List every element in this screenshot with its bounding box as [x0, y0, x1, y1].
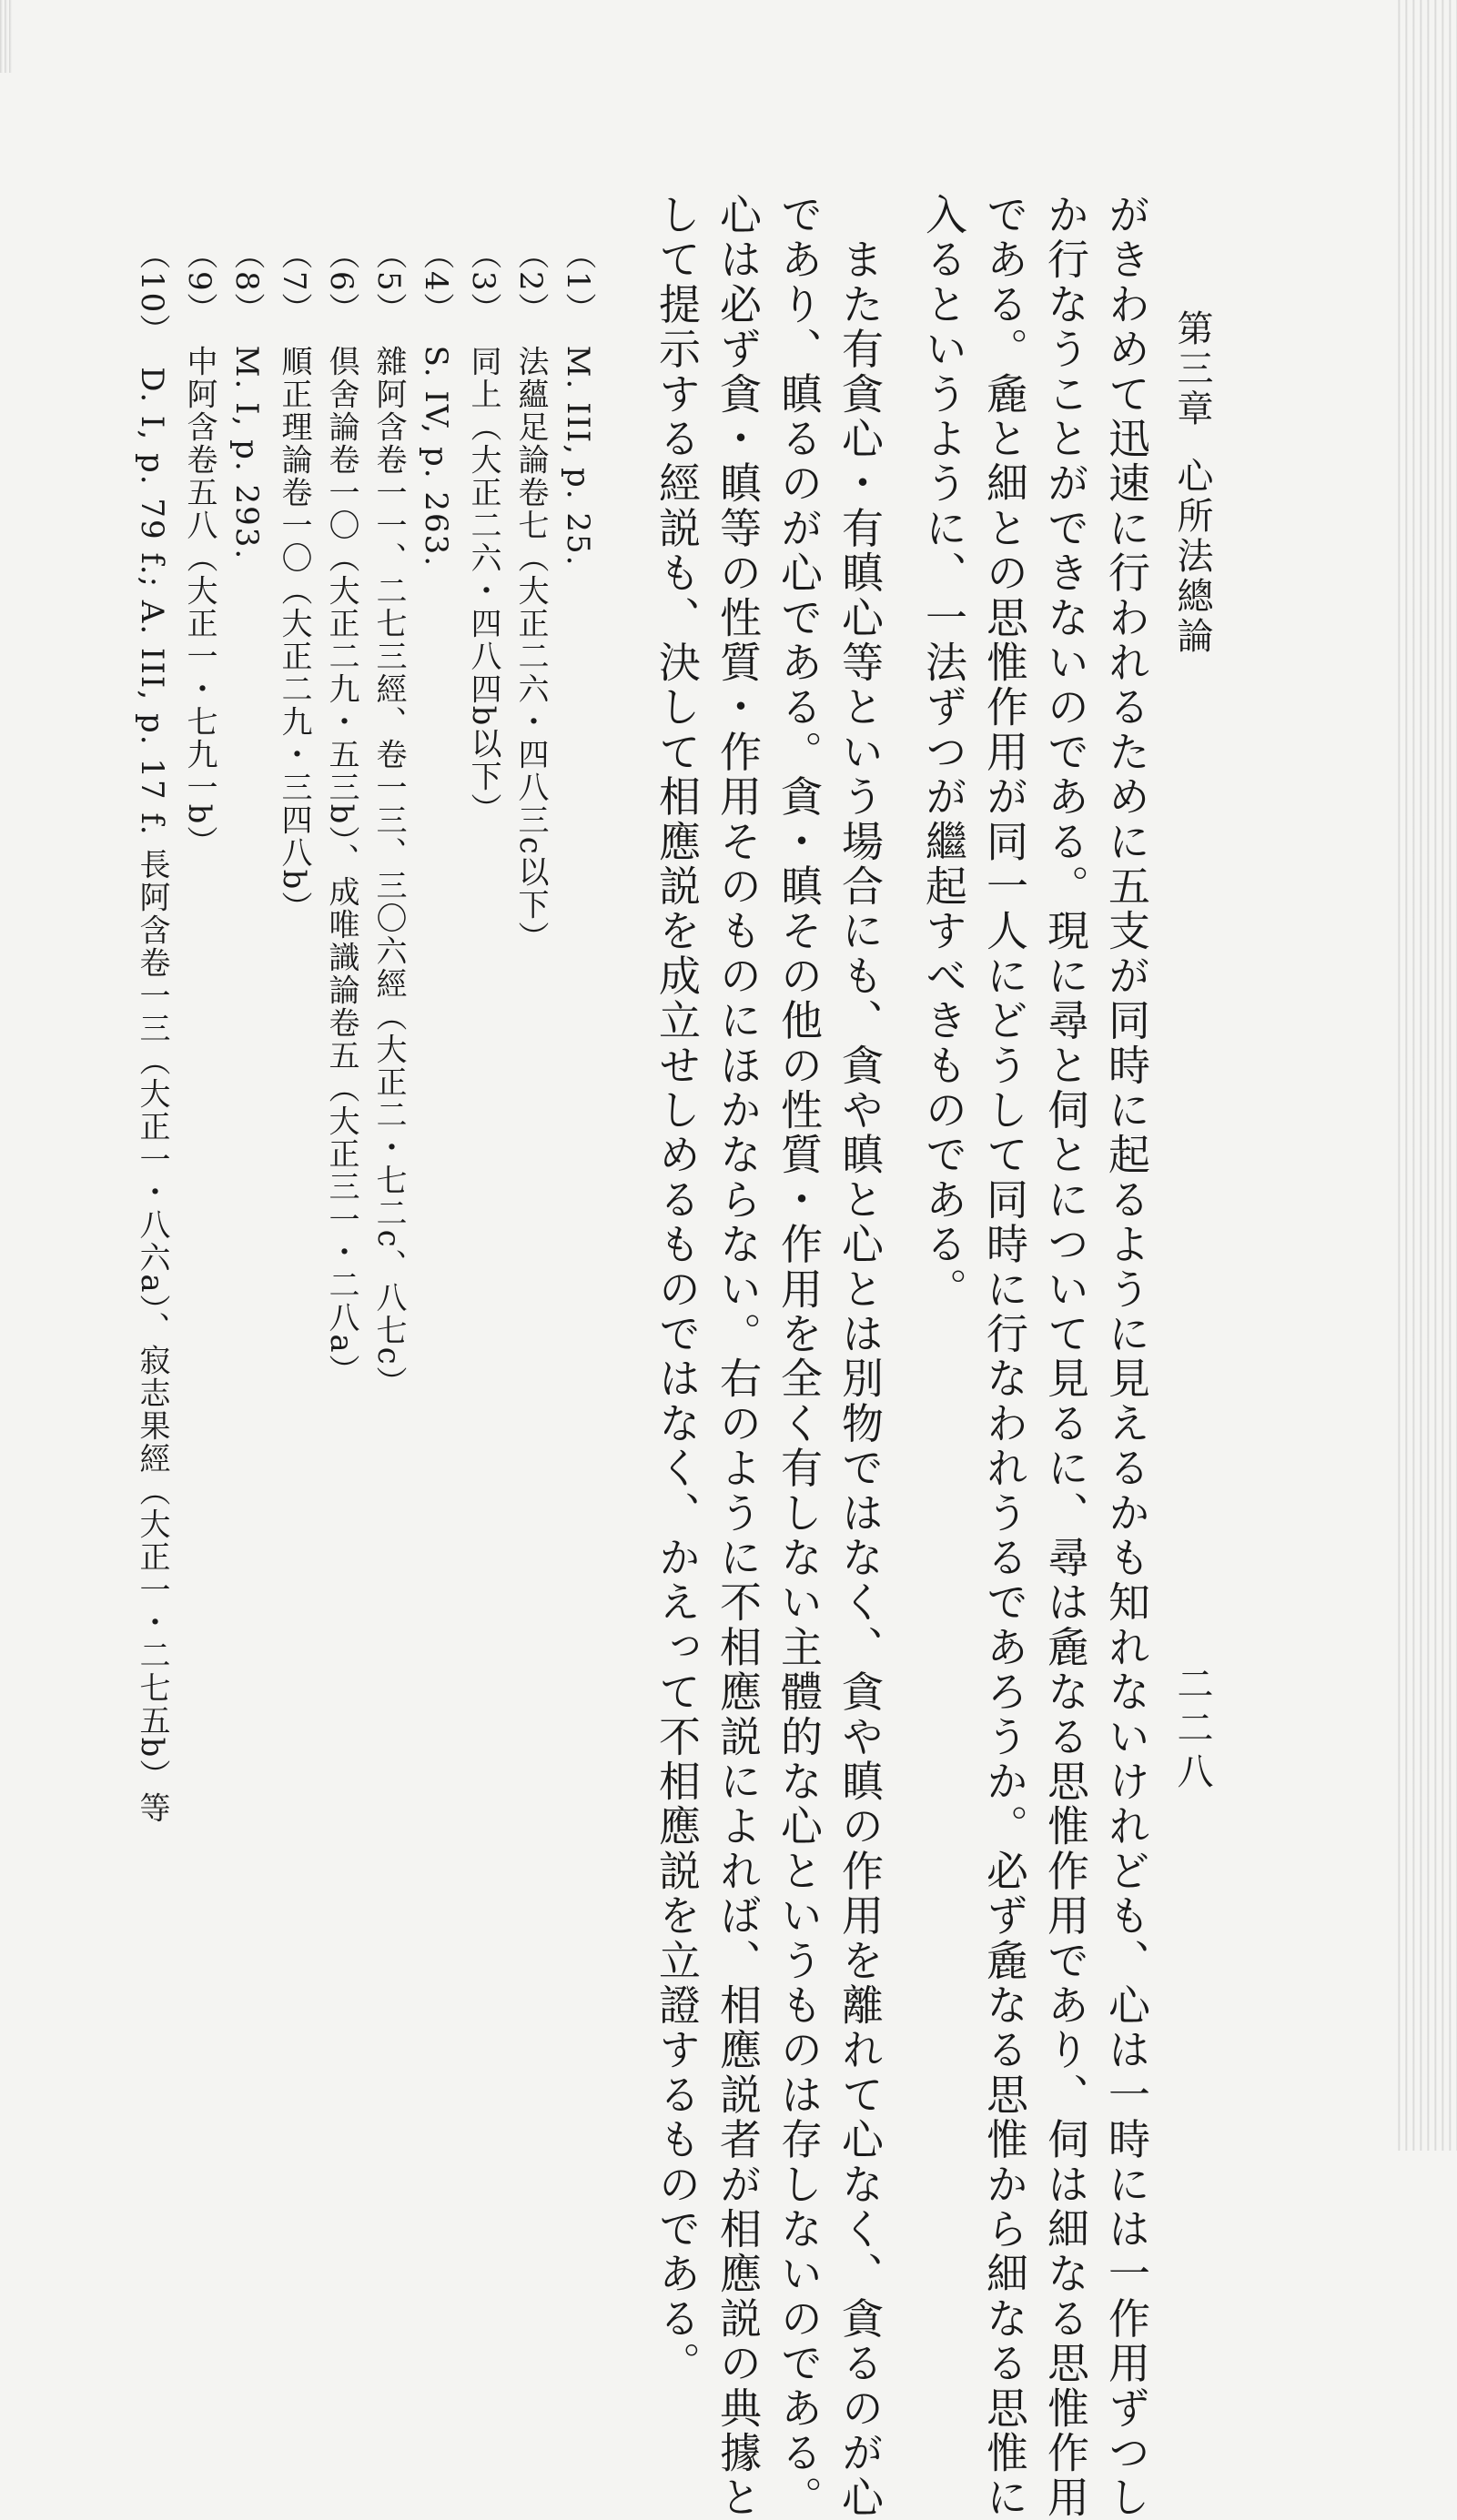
body-line-3: である。麁と細との思惟作用が同一人にどうして同時に行なわれうるであろうか。必ず麁なる思惟から細なる思惟に	[980, 193, 1029, 2520]
footnote-1	[560, 238, 596, 568]
footnote-number: （2）	[512, 238, 549, 326]
footnote-text: 同上（大正二六・四八四b以下）	[465, 345, 501, 826]
footnote-text: 雜阿含卷一一、二七三經、卷一三、三〇六經（大正二・七二c、八七c）	[370, 345, 407, 1399]
body-line-1: がきわめて迅速に行われるために五支が同時に起るように見えるかも知れないけれども、心は一時には一作用ずつし	[1102, 193, 1151, 2520]
section-title: 心所法總論	[1171, 457, 1213, 657]
footnote-number: （3）	[465, 238, 501, 326]
footnote-text: 法蘊足論卷七（大正二六・四八三c以下）	[512, 345, 549, 954]
footnote-9	[181, 238, 218, 859]
body-line-5: また有貪心・有瞋心等という場合にも、貪や瞋と心とは別物ではなく、貪や瞋の作用を離れて心なく、貪るのが心	[835, 193, 885, 2520]
footnote-2	[512, 238, 549, 954]
body-line-6: であり、瞋るのが心である。貪・瞋その他の性質・作用を全く有しない主體的な心というものは存しないのである。	[774, 193, 824, 2520]
footnote-text: M. I, p. 293.	[228, 345, 265, 561]
scan-edge-artifact-left	[0, 0, 13, 73]
footnote-number: （5）	[370, 238, 407, 326]
footnote-number: （9）	[181, 238, 218, 326]
footnote-4	[418, 238, 454, 569]
footnote-10	[134, 238, 170, 1825]
footnote-number: （6）	[323, 238, 359, 326]
footnote-text: 倶舍論卷一〇（大正二九・五三b）、成唯識論卷五（大正三一・二八a）	[323, 345, 359, 1387]
footnote-number: （10）	[134, 238, 170, 348]
running-header	[1171, 309, 1213, 657]
footnote-8	[228, 238, 265, 561]
body-line-8: して提示する經説も、決して相應説を成立せしめるものではなく、かえって不相應説を立證するものである。	[653, 193, 702, 2386]
footnote-number: （8）	[228, 238, 265, 326]
footnote-number: （4）	[418, 238, 454, 326]
footnote-7	[276, 238, 312, 924]
footnote-5	[370, 238, 407, 1399]
footnote-text: 順正理論卷一〇（大正二九・三四八b）	[276, 345, 312, 924]
footnote-number: （1）	[560, 238, 596, 326]
chapter-label: 第三章	[1171, 309, 1213, 429]
body-line-2: か行なうことができないのである。現に尋と伺とについて見るに、尋は麁なる思惟作用であり、伺は細なる思惟作用	[1041, 193, 1090, 2520]
footnote-text: S. IV, p. 263.	[418, 345, 454, 569]
footnote-3	[465, 238, 501, 826]
body-line-4: 入るというように、一法ずつが繼起すべきものである。	[919, 193, 968, 1312]
page-number: 二二八	[1171, 1665, 1213, 1796]
footnote-6	[323, 238, 359, 1387]
body-line-7: 心は必ず貪・瞋等の性質・作用そのものにほかならない。右のように不相應説によれば、相應説者が相應説の典據と	[713, 193, 763, 2520]
scan-edge-artifact	[1393, 0, 1457, 2151]
footnote-number: （7）	[276, 238, 312, 326]
footnote-text: 中阿含卷五八（大正一・七九一b）	[181, 345, 218, 859]
footnote-text: M. III, p. 25.	[560, 345, 596, 568]
footnote-text: D. I, p. 79 f.; A. III, p. 17 f. 長阿含卷一三（大正一・八六a）、寂志果經（大正一・二七五b）等	[134, 367, 170, 1825]
